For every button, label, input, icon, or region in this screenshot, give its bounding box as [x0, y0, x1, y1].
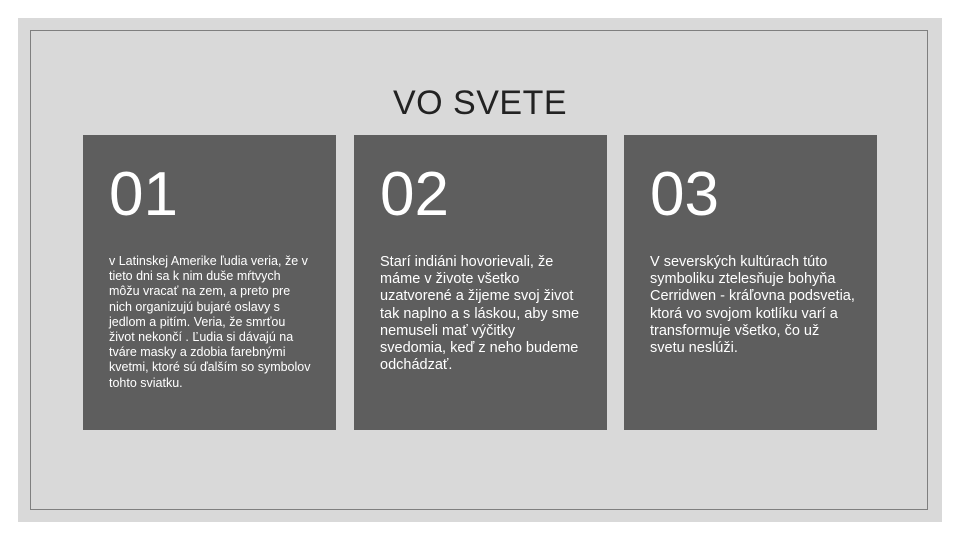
card-number: 02	[380, 160, 449, 229]
card-number: 03	[650, 160, 719, 229]
card-number: 01	[109, 160, 178, 229]
slide-title: VO SVETE	[392, 84, 568, 122]
info-card-02	[354, 135, 607, 430]
info-card-03	[624, 135, 877, 430]
card-text: Starí indiáni hovorievali, že máme v živote všetko uzatvorené a žijeme svoj život tak naplno a s láskou, aby sme nemuseli mať výčitky svedomia, keď z neho budeme odchádzať.	[380, 254, 580, 374]
card-text: V severských kultúrach túto symboliku ztelesňuje bohyňa Cerridwen - kráľovna podsvetia, ktorá vo svojom kotlíku varí a transformuje všetko, čo už svetu neslúži.	[650, 254, 855, 357]
card-text: v Latinskej Amerike ľudia veria, že v tieto dni sa k nim duše mŕtvych môžu vracať na zem, a preto pre nich organizujú bujaré oslavy s jedlom a pitím. Veria, že smrťou život nekončí . Ľudia si dávajú na tváre masky a zdobia farebnými kvetmi, ktoré sú ďalším so symbolov tohto sviatku.	[109, 254, 311, 390]
info-card-01	[83, 135, 336, 430]
